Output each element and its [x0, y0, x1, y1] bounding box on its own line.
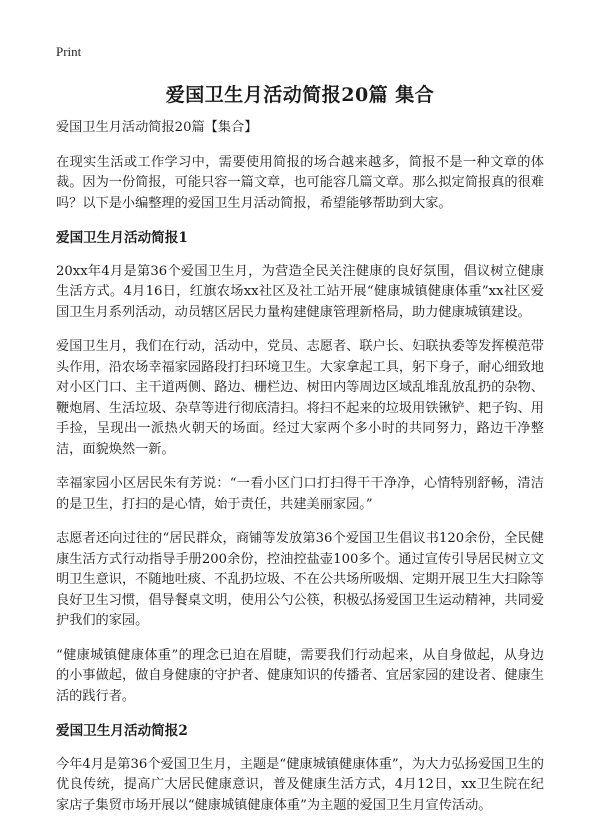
document-body	[56, 118, 544, 830]
document-subtitle: 爱国卫生月活动简报20篇【集合】	[56, 120, 258, 135]
section-1-paragraph-4: 志愿者还向过往的“居民群众，商铺等发放第36个爱国卫生倡议书120余份，全民健康生活方式行动指导手册200余份，控油控盐壶100多个。通过宣传引导居民树立文明卫生意识，不随地吐痰、不乱扔垃圾、不在公共场所吸烟、定期开展卫生大扫除等良好卫生习惯，倡导餐桌文明，使用公勺公筷，积极弘扬爱国卫生运动精神，共同爱护我们的家园。	[56, 531, 544, 628]
section-2-paragraph-1: 今年4月是第36个爱国卫生月，主题是“健康城镇健康体重”，为大力弘扬爱国卫生的优良传统，提高广大居民健康意识，普及健康生活方式，4月12日，xx卫生院在纪家店子集贸市场开展以“健康城镇健康体重”为主题的爱国卫生月宣传活动。	[56, 756, 544, 813]
section-1-paragraph-3: 幸福家园小区居民朱有芳说：“一看小区门口打扫得干干净净，心情特别舒畅，清洁的是卫生，打扫的是心情，始于责任，共建美丽家园。”	[56, 476, 544, 512]
section-heading-2: 爱国卫生月活动简报2	[56, 723, 188, 739]
print-link[interactable]: Print	[56, 44, 82, 59]
section-heading-1: 爱国卫生月活动简报1	[56, 230, 188, 246]
section-1-paragraph-2: 爱国卫生月，我们在行动，活动中，党员、志愿者、联户长、妇联执委等发挥模范带头作用，沿农场幸福家园路段打扫环境卫生。大家拿起工具，躬下身子，耐心细致地对小区门口、主干道两侧、路边、栅栏边、树田内等周边区域乱堆乱放乱扔的杂物、鞭炮屑、生活垃圾、杂草等进行彻底清扫。将扫不起来的垃圾用铁锹铲、耙子钩、用手捡，呈现出一派热火朝天的场面。经过大家两个多小时的共同努力，路边干净整洁，面貌焕然一新。	[56, 339, 544, 457]
section-1-paragraph-5: “健康城镇健康体重”的理念已迫在眉睫，需要我们行动起来，从自身做起，从身边的小事做起，做自身健康的守护者、健康知识的传播者、宜居家园的建设者、健康生活的践行者。	[56, 647, 544, 704]
page-title: 爱国卫生月活动简报20篇 集合	[165, 84, 435, 106]
section-1-paragraph-1: 20xx年4月是第36个爱国卫生月，为营造全民关注健康的良好氛围，倡议树立健康生活方式。4月16日，红旗农场xx社区及社工站开展“健康城镇健康体重”xx社区爱国卫生月系列活动，动员辖区居民力量构建健康管理新格局，助力健康城镇建设。	[56, 263, 544, 320]
intro-paragraph: 在现实生活或工作学习中，需要使用简报的场合越来越多，简报不是一种文章的体裁。因为一份简报，可能只容一篇文章，也可能容几篇文章。那么拟定简报真的很难吗？以下是小编整理的爱国卫生月活动简报，希望能够帮助到大家。	[56, 154, 544, 211]
